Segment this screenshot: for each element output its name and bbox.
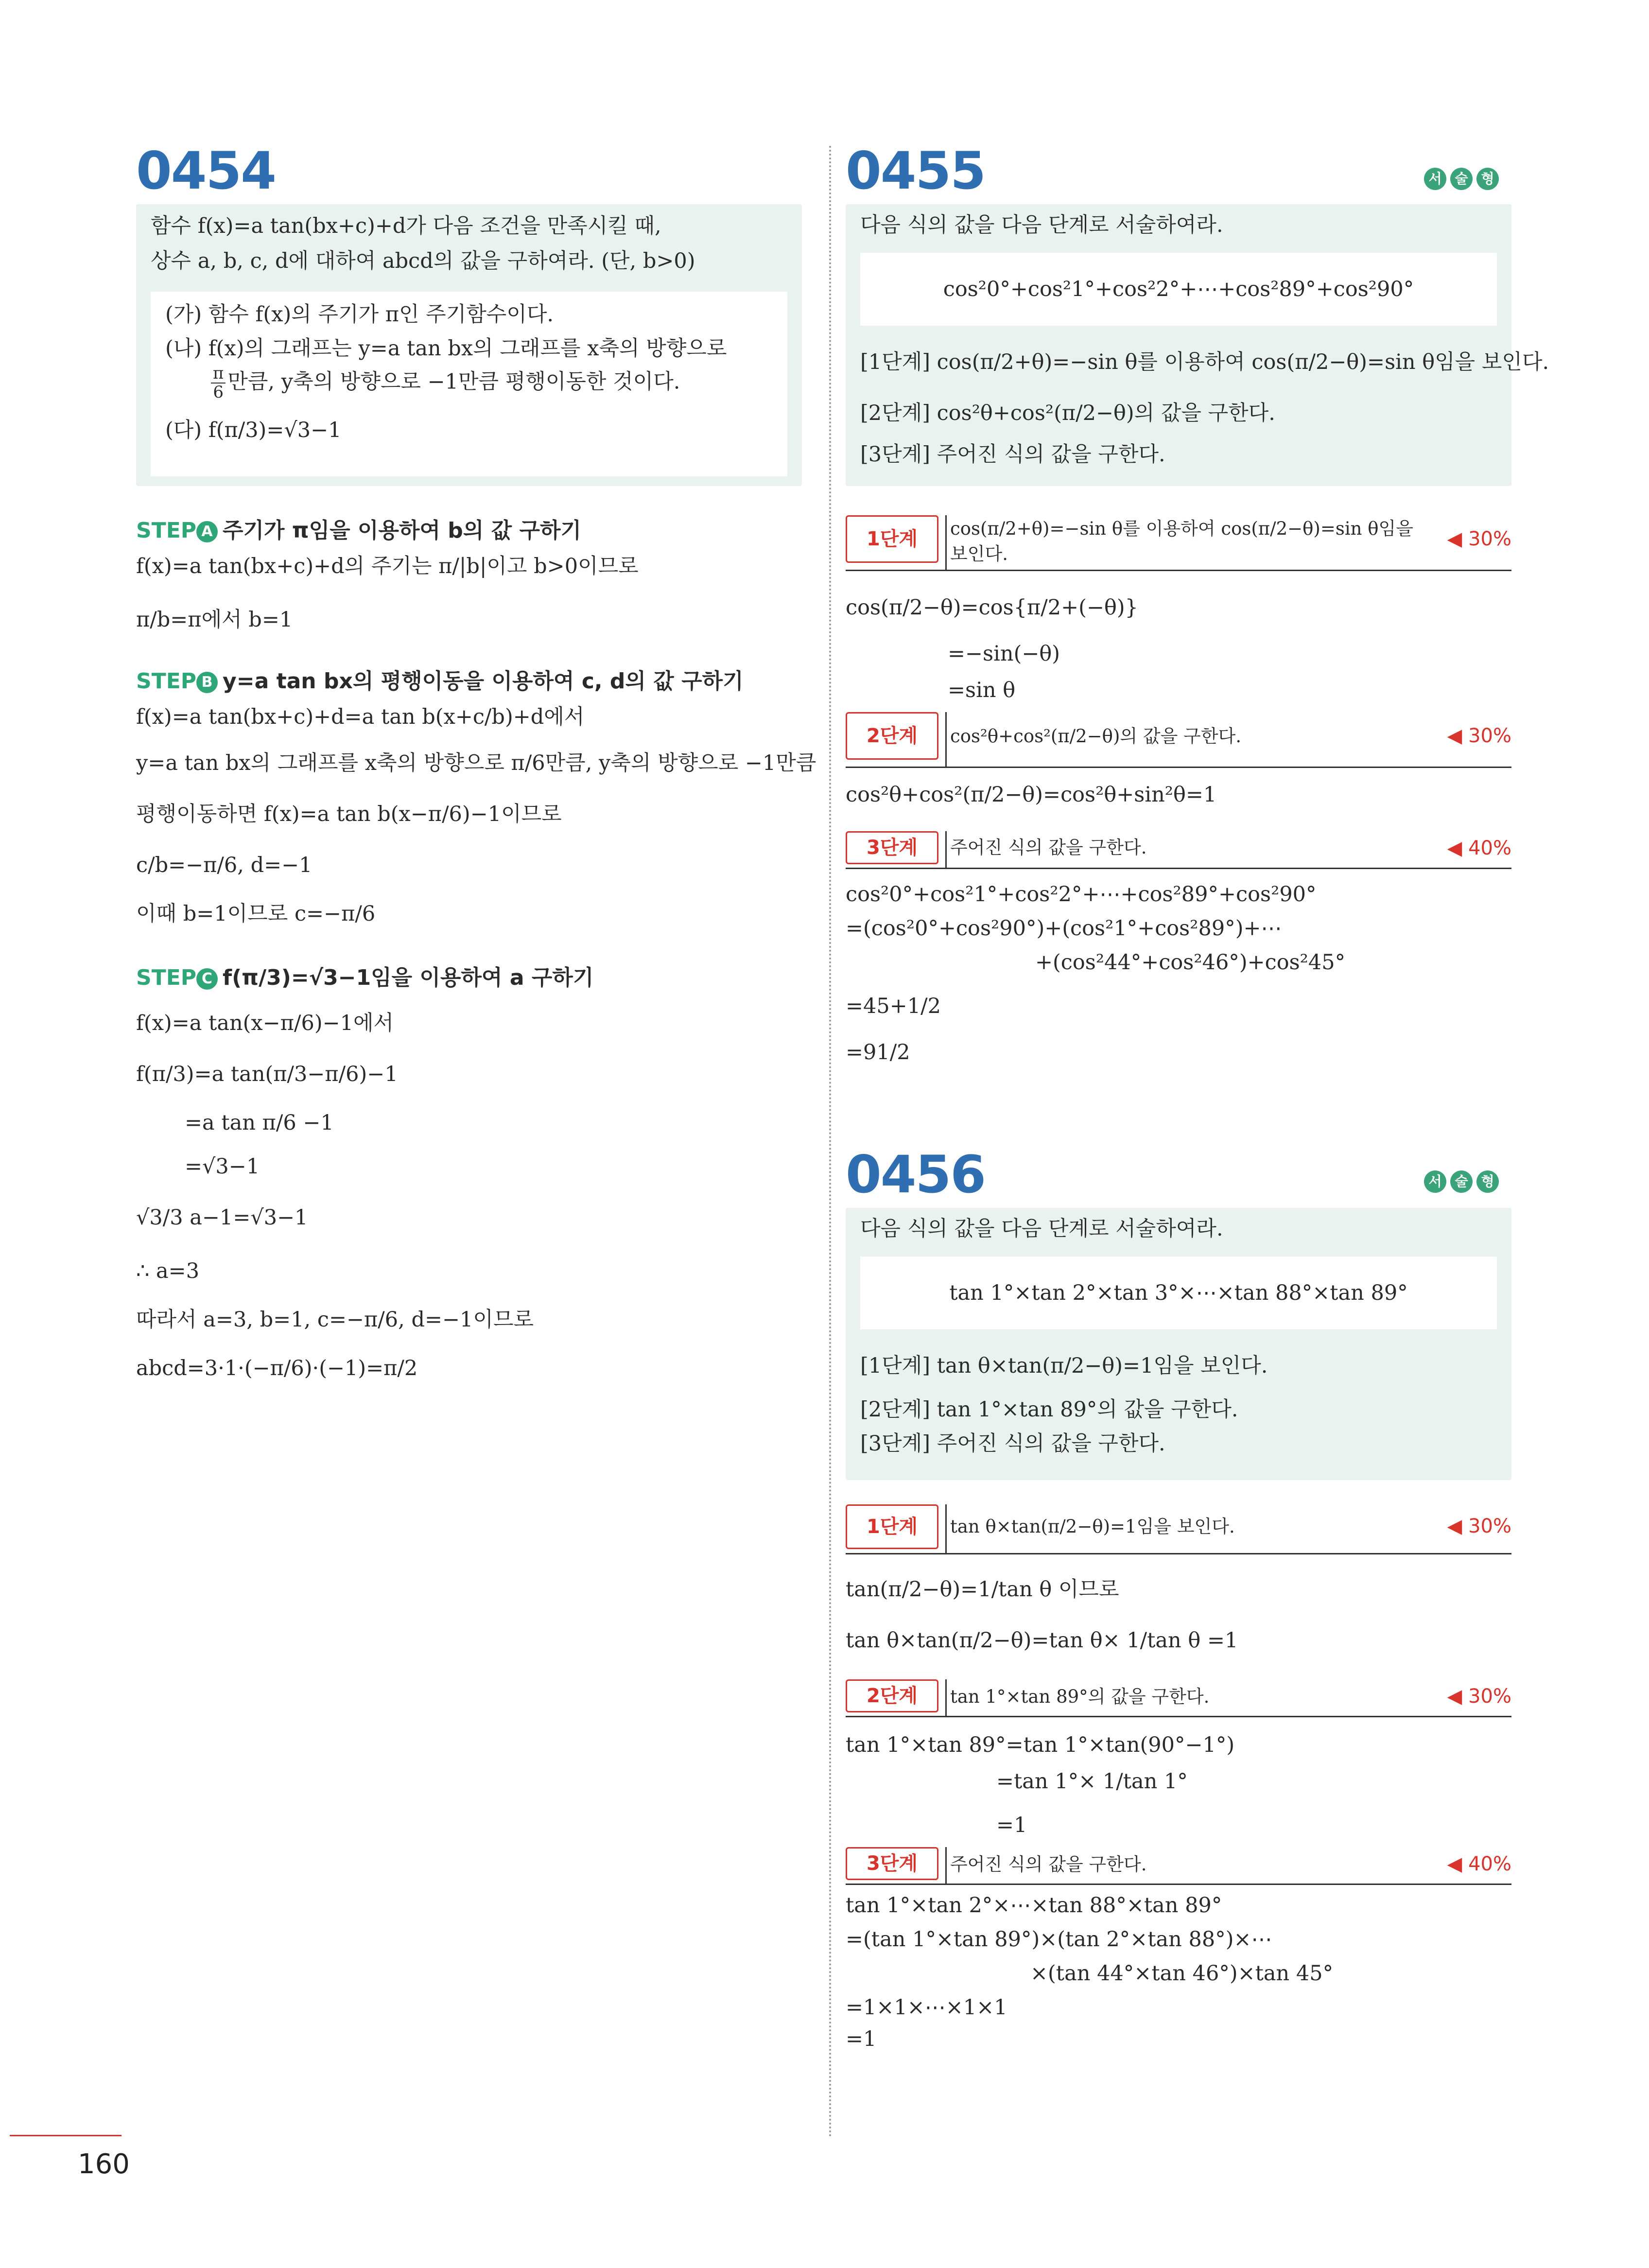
question-text: 다음 식의 값을 다음 단계로 서술하여라. xyxy=(860,213,1223,237)
stage-2-line-3: =1 xyxy=(996,1813,1027,1837)
stage-3-line-3: ×(tan 44°×tan 46°)×tan 45° xyxy=(1030,1961,1334,1986)
essay-tag xyxy=(1424,1170,1499,1193)
step-title: y=a tan bx의 평행이동을 이용하여 c, d의 값 구하기 xyxy=(223,669,744,694)
expression: tan 1°×tan 2°×tan 3°×⋯×tan 88°×tan 89° xyxy=(949,1281,1408,1305)
question-box xyxy=(136,204,802,486)
stage-1-desc-2: 보인다. xyxy=(950,543,1008,564)
step-1-instruction: [1단계] tan θ×tan(π/2−θ)=1임을 보인다. xyxy=(860,1354,1268,1378)
step-label: STEP xyxy=(136,518,197,543)
solution-a-2: π/b=π에서 b=1 xyxy=(136,608,293,632)
tag-char: 서 xyxy=(1424,168,1446,190)
stage-separator xyxy=(945,1504,947,1553)
question-line-2: 상수 a, b, c, d에 대하여 abcd의 값을 구하여라. (단, b>0) xyxy=(151,249,695,273)
stage-1-label: 1단계 xyxy=(846,515,938,563)
stage-2-bar xyxy=(846,712,1511,768)
stage-3-bar xyxy=(846,1847,1511,1885)
solution-a-1: f(x)=a tan(bx+c)+d의 주기는 π/|b|이고 b>0이므로 xyxy=(136,554,639,578)
problem-number: 0455 xyxy=(846,141,986,201)
stage-2-percent: ◀ 30% xyxy=(1447,725,1511,747)
stage-3-desc: 주어진 식의 값을 구한다. xyxy=(950,837,1147,858)
stage-1-label: 1단계 xyxy=(846,1504,938,1549)
condition-ga: (가) 함수 f(x)의 주기가 π인 주기함수이다. xyxy=(165,302,554,327)
condition-na-2 xyxy=(209,365,680,402)
column-divider xyxy=(829,146,831,2139)
stage-separator xyxy=(945,1847,947,1884)
stage-separator xyxy=(945,515,947,570)
stage-3-percent: ◀ 40% xyxy=(1447,837,1511,859)
condition-box xyxy=(151,292,787,476)
solution-b-5: 이때 b=1이므로 c=−π/6 xyxy=(136,902,376,926)
stage-2-bar xyxy=(846,1679,1511,1717)
step-title: f(π/3)=√3−1임을 이용하여 a 구하기 xyxy=(223,965,594,990)
question-box xyxy=(846,204,1549,486)
condition-na-1: (나) f(x)의 그래프는 y=a tan bx의 그래프를 x축의 방향으로 xyxy=(165,336,727,361)
stage-3-line-4: =45+1/2 xyxy=(846,994,941,1018)
solution-c-8: abcd=3·1·(−π/6)·(−1)=π/2 xyxy=(136,1356,418,1380)
step-c-heading xyxy=(136,960,593,991)
solution-c-6: ∴ a=3 xyxy=(136,1259,200,1283)
stage-1-line-2: =−sin(−θ) xyxy=(948,642,1060,666)
stage-separator xyxy=(945,831,947,868)
stage-3-bar xyxy=(846,831,1511,869)
solution-b-4: c/b=−π/6, d=−1 xyxy=(136,853,312,877)
step-b-heading xyxy=(136,663,744,695)
expression: cos²0°+cos²1°+cos²2°+⋯+cos²89°+cos²90° xyxy=(943,277,1414,301)
solution-b-1: f(x)=a tan(bx+c)+d=a tan b(x+c/b)+d에서 xyxy=(136,705,585,729)
expression-box xyxy=(860,253,1497,326)
stage-3-line-4: =1×1×⋯×1×1 xyxy=(846,1995,1007,2020)
stage-2-percent: ◀ 30% xyxy=(1447,1685,1511,1708)
step-2-instruction: [2단계] tan 1°×tan 89°의 값을 구한다. xyxy=(860,1397,1238,1422)
fraction-numerator: π xyxy=(211,365,226,384)
stage-3-line-3: +(cos²44°+cos²46°)+cos²45° xyxy=(1035,950,1346,975)
question-line-1: 함수 f(x)=a tan(bx+c)+d가 다음 조건을 만족시킬 때, xyxy=(151,214,661,238)
stage-2-line-1: tan 1°×tan 89°=tan 1°×tan(90°−1°) xyxy=(846,1733,1235,1757)
stage-1-percent: ◀ 30% xyxy=(1447,528,1511,550)
stage-3-line-2: =(cos²0°+cos²90°)+(cos²1°+cos²89°)+⋯ xyxy=(846,916,1282,941)
solution-c-3: =a tan π/6 −1 xyxy=(185,1111,334,1135)
step-circle: B xyxy=(196,672,218,693)
stage-1-line-3: =sin θ xyxy=(948,678,1016,702)
question-text: 다음 식의 값을 다음 단계로 서술하여라. xyxy=(860,1217,1223,1241)
stage-2-line-1: cos²θ+cos²(π/2−θ)=cos²θ+sin²θ=1 xyxy=(846,783,1217,807)
solution-b-3: 평행이동하면 f(x)=a tan b(x−π/6)−1이므로 xyxy=(136,802,562,826)
stage-1-line-1: tan(π/2−θ)=1/tan θ 이므로 xyxy=(846,1577,1119,1602)
tag-char: 서 xyxy=(1424,1170,1446,1193)
essay-tag xyxy=(1424,168,1499,190)
stage-3-line-1: cos²0°+cos²1°+cos²2°+⋯+cos²89°+cos²90° xyxy=(846,882,1317,907)
step-circle: C xyxy=(196,968,218,990)
stage-2-line-2: =tan 1°× 1/tan 1° xyxy=(996,1769,1188,1794)
stage-1-bar xyxy=(846,1504,1511,1554)
stage-separator xyxy=(945,1679,947,1716)
tag-char: 형 xyxy=(1476,168,1499,190)
tag-char: 형 xyxy=(1476,1170,1499,1193)
solution-c-2: f(π/3)=a tan(π/3−π/6)−1 xyxy=(136,1062,398,1086)
page-number-rule xyxy=(10,2135,122,2136)
solution-c-7: 따라서 a=3, b=1, c=−π/6, d=−1이므로 xyxy=(136,1308,534,1332)
stage-3-percent: ◀ 40% xyxy=(1447,1853,1511,1875)
stage-2-desc: cos²θ+cos²(π/2−θ)의 값을 구한다. xyxy=(950,726,1242,747)
problem-number: 0456 xyxy=(846,1145,986,1204)
page-number: 160 xyxy=(78,2148,130,2180)
problem-number: 0454 xyxy=(136,141,276,201)
step-2-instruction: [2단계] cos²θ+cos²(π/2−θ)의 값을 구한다. xyxy=(860,401,1275,425)
stage-3-label: 3단계 xyxy=(846,831,938,864)
condition-da: (다) f(π/3)=√3−1 xyxy=(165,418,342,442)
stage-3-line-5: =91/2 xyxy=(846,1040,910,1064)
tag-char: 술 xyxy=(1450,1170,1473,1193)
stage-1-percent: ◀ 30% xyxy=(1447,1515,1511,1537)
expression-box xyxy=(860,1256,1497,1329)
solution-c-4: =√3−1 xyxy=(185,1154,260,1179)
stage-3-line-1: tan 1°×tan 2°×⋯×tan 88°×tan 89° xyxy=(846,1893,1222,1918)
solution-b-2: y=a tan bx의 그래프를 x축의 방향으로 π/6만큼, y축의 방향으로 −1만큼 xyxy=(136,751,816,775)
question-box xyxy=(846,1208,1511,1480)
tag-char: 술 xyxy=(1450,168,1473,190)
step-title: 주기가 π임을 이용하여 b의 값 구하기 xyxy=(223,518,581,543)
stage-3-desc: 주어진 식의 값을 구한다. xyxy=(950,1854,1147,1875)
stage-3-line-5: =1 xyxy=(846,2027,877,2051)
fraction-denominator: 6 xyxy=(213,383,224,402)
stage-1-desc: tan θ×tan(π/2−θ)=1임을 보인다. xyxy=(950,1516,1235,1537)
step-label: STEP xyxy=(136,669,197,694)
solution-c-1: f(x)=a tan(x−π/6)−1에서 xyxy=(136,1011,394,1035)
stage-1-line-1: cos(π/2−θ)=cos{π/2+(−θ)} xyxy=(846,595,1138,620)
stage-2-label: 2단계 xyxy=(846,712,938,760)
stage-1-desc-1: cos(π/2+θ)=−sin θ를 이용하여 cos(π/2−θ)=sin θ임을 xyxy=(950,518,1414,539)
stage-1-bar xyxy=(846,515,1511,571)
stage-2-desc: tan 1°×tan 89°의 값을 구한다. xyxy=(950,1686,1210,1707)
step-label: STEP xyxy=(136,965,197,990)
stage-3-line-2: =(tan 1°×tan 89°)×(tan 2°×tan 88°)×⋯ xyxy=(846,1927,1272,1952)
step-a-heading xyxy=(136,513,581,544)
stage-2-label: 2단계 xyxy=(846,1679,938,1712)
step-3-instruction: [3단계] 주어진 식의 값을 구한다. xyxy=(860,1431,1165,1456)
condition-na-2-text: 만큼, y축의 방향으로 −1만큼 평행이동한 것이다. xyxy=(227,369,680,394)
stage-separator xyxy=(945,712,947,767)
solution-c-5: √3/3 a−1=√3−1 xyxy=(136,1205,308,1230)
step-3-instruction: [3단계] 주어진 식의 값을 구한다. xyxy=(860,442,1165,467)
stage-1-line-2: tan θ×tan(π/2−θ)=tan θ× 1/tan θ =1 xyxy=(846,1628,1238,1653)
stage-3-label: 3단계 xyxy=(846,1847,938,1880)
step-circle: A xyxy=(196,521,218,542)
step-1-instruction: [1단계] cos(π/2+θ)=−sin θ를 이용하여 cos(π/2−θ)=sin θ임을 보인다. xyxy=(860,350,1549,374)
